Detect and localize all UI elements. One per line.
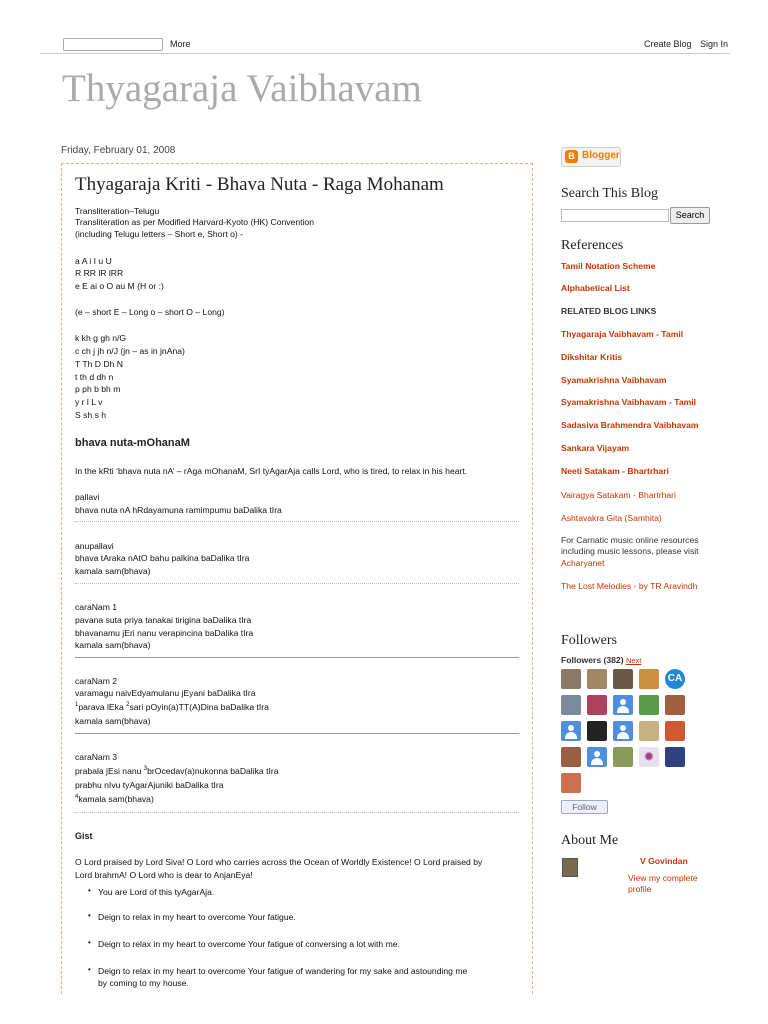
- blog-title[interactable]: Thyagaraja Vaibhavam: [62, 67, 422, 110]
- follower-avatar[interactable]: [561, 747, 581, 767]
- related-link[interactable]: Sadasiva Brahmendra Vaibhavam: [561, 420, 699, 430]
- gist-bullet: Deign to relax in my heart to overcome Your fatigue of wandering for my sake and astounding me: [98, 966, 468, 976]
- caranam2-segment: parava lEka: [78, 702, 127, 712]
- default-avatar-icon[interactable]: [613, 721, 633, 741]
- related-label: RELATED BLOG LINKS: [561, 306, 657, 316]
- default-avatar-icon[interactable]: [561, 721, 581, 741]
- extra-link[interactable]: Ashtavakra Gita (Samhita): [561, 513, 662, 523]
- related-link[interactable]: Sankara Vijayam: [561, 443, 630, 453]
- search-input[interactable]: [561, 209, 669, 222]
- follower-avatar[interactable]: [613, 669, 633, 689]
- caranam2-segment: sari pOyin(a)TT(A)Dina baDalika tIra: [129, 702, 269, 712]
- default-avatar-icon[interactable]: [587, 747, 607, 767]
- followers-count-label: Followers (382): [561, 655, 624, 665]
- pallavi-line: bhava nuta nA hRdayamuna ramimpumu baDalika tIra: [75, 505, 282, 515]
- gist-bullet: You are Lord of this tyAgarAja.: [98, 887, 215, 897]
- caranam3-line: prabhu nIvu tyAgarAjuniki baDalika tIra: [75, 780, 224, 790]
- acharyanet-link[interactable]: Acharyanet: [561, 558, 605, 568]
- caranam1-label: caraNam 1: [75, 602, 118, 612]
- vowel-line: R RR lR lRR: [75, 268, 124, 278]
- references-heading: References: [561, 238, 624, 253]
- gist-bullet: by coming to my house.: [98, 978, 189, 988]
- gist-bullet: Deign to relax in my heart to overcome Your fatigue of conversing a lot with me.: [98, 939, 400, 949]
- navbar-divider: [40, 53, 730, 54]
- follower-avatar[interactable]: [561, 669, 581, 689]
- search-button[interactable]: Search: [670, 207, 710, 224]
- followers-heading: Followers: [561, 633, 617, 648]
- follower-avatar[interactable]: [665, 695, 685, 715]
- pallavi-label: pallavi: [75, 492, 100, 502]
- section-divider: [75, 812, 519, 813]
- anupallavi-label: anupallavi: [75, 541, 114, 551]
- author-name-link[interactable]: V Govindan: [640, 856, 688, 866]
- gist-line: Lord brahmA! O Lord who is dear to AnjanEya!: [75, 870, 253, 880]
- anupallavi-line: bhava tAraka nAtO bahu palkina baDalika tIra: [75, 553, 250, 563]
- related-link[interactable]: Syamakrishna Vaibhavam: [561, 375, 667, 385]
- translit-line: (including Telugu letters – Short e, Short o) -: [75, 229, 243, 239]
- extra-link[interactable]: Vairagya Satakam - Bhartrhari: [561, 490, 676, 500]
- blogger-badge-label: Blogger: [582, 150, 620, 161]
- bullet-icon: •: [88, 911, 91, 920]
- related-link[interactable]: Thyagaraja Vaibhavam - Tamil: [561, 329, 684, 339]
- follow-button[interactable]: Follow: [561, 800, 608, 814]
- footnote-marker: 1: [75, 702, 79, 708]
- caranam2-line: kamala sam(bhava): [75, 716, 151, 726]
- followers-count: [561, 655, 641, 666]
- follower-avatar[interactable]: [665, 721, 685, 741]
- blogger-logo-icon: B: [565, 150, 578, 163]
- footnote-marker: 2: [126, 702, 130, 708]
- translit-line: Transliteration–Telugu: [75, 206, 160, 216]
- lost-melodies-link[interactable]: The Lost Melodies - by TR Aravindh: [561, 581, 698, 591]
- ref-link[interactable]: Alphabetical List: [561, 283, 630, 293]
- follower-avatar[interactable]: [561, 695, 581, 715]
- caranam2-label: caraNam 2: [75, 676, 118, 686]
- consonant-line: k kh g gh n/G: [75, 333, 127, 343]
- bullet-icon: •: [88, 886, 91, 895]
- caranam3-line: [75, 794, 154, 804]
- caranam3-segment: brOcedav(a)nukonna baDalika tIra: [147, 766, 279, 776]
- follower-avatar[interactable]: [587, 669, 607, 689]
- section-divider: [75, 583, 519, 584]
- search-heading: Search This Blog: [561, 186, 658, 201]
- follower-avatar[interactable]: [639, 669, 659, 689]
- bullet-icon: •: [88, 938, 91, 947]
- more-link[interactable]: More: [170, 39, 191, 49]
- caranam2-line: [75, 702, 269, 712]
- consonant-line: S sh s h: [75, 410, 107, 420]
- caranam3-segment: prabala jEsi nanu: [75, 766, 144, 776]
- footnote-marker: 4: [75, 794, 79, 800]
- consonant-line: T Th D Dh N: [75, 359, 123, 369]
- follower-avatar[interactable]: [613, 747, 633, 767]
- caranam3-label: caraNam 3: [75, 752, 118, 762]
- gist-line: O Lord praised by Lord Siva! O Lord who carries across the Ocean of Worldly Existence! O Lord praised by: [75, 857, 483, 867]
- carnatic-note: For Carnatic music online resources: [561, 535, 699, 545]
- vowel-line: e E ai o O au M (H or :): [75, 281, 164, 291]
- section-divider: [75, 733, 519, 734]
- author-avatar[interactable]: [562, 858, 578, 877]
- caranam2-line: varamagu naivEdyamulanu jEyani baDalika tIra: [75, 688, 256, 698]
- followers-next-link[interactable]: Next: [625, 656, 642, 665]
- related-link[interactable]: Dikshitar Kritis: [561, 352, 623, 362]
- profile-link[interactable]: profile: [628, 884, 652, 894]
- follower-avatar[interactable]: [561, 773, 581, 793]
- consonant-line: y r l L v: [75, 397, 103, 407]
- caranam3-segment: kamala sam(bhava): [78, 794, 154, 804]
- kriti-heading: bhava nuta-mOhanaM: [75, 437, 190, 449]
- default-avatar-icon[interactable]: [613, 695, 633, 715]
- profile-link[interactable]: View my complete: [628, 873, 698, 883]
- caranam1-line: bhavanamu jEri nanu verapincina baDalika tIra: [75, 628, 254, 638]
- section-divider: [75, 521, 519, 522]
- follower-avatar[interactable]: [639, 695, 659, 715]
- bullet-icon: •: [88, 965, 91, 974]
- caranam1-line: kamala sam(bhava): [75, 640, 151, 650]
- section-divider: [75, 657, 519, 658]
- consonant-line: p ph b bh m: [75, 384, 121, 394]
- kriti-intro: In the kRti ‘bhava nuta nA’ – rAga mOhanaM, SrI tyAgarAja calls Lord, who is tired, to relax in his heart.: [75, 466, 468, 476]
- vowel-note: (e – short E – Long o – short O – Long): [75, 307, 225, 317]
- consonant-line: c ch j jh n/J (jn – as in jnAna): [75, 346, 185, 356]
- footnote-marker: 3: [143, 766, 148, 772]
- anupallavi-line: kamala sam(bhava): [75, 566, 151, 576]
- gist-bullet: Deign to relax in my heart to overcome Your fatigue.: [98, 912, 296, 922]
- vowel-line: a A i I u U: [75, 256, 112, 266]
- follower-avatar-ca-icon[interactable]: CA: [665, 669, 685, 689]
- post-title[interactable]: Thyagaraja Kriti - Bhava Nuta - Raga Mohanam: [75, 174, 444, 195]
- follower-avatar-atom-icon[interactable]: ✹: [639, 747, 659, 767]
- related-link[interactable]: Neeti Satakam - Bhartrhari: [561, 466, 669, 476]
- ref-link[interactable]: Tamil Notation Scheme: [561, 261, 656, 271]
- related-link[interactable]: Syamakrishna Vaibhavam - Tamil: [561, 397, 697, 407]
- caranam1-line: pavana suta priya tanakai tirigina baDalika tIra: [75, 615, 252, 625]
- create-blog-link[interactable]: Create Blog: [644, 39, 692, 49]
- navbar-search-input[interactable]: [63, 38, 163, 51]
- follower-avatar[interactable]: [587, 695, 607, 715]
- sign-in-link[interactable]: Sign In: [700, 39, 729, 49]
- gist-heading: Gist: [75, 831, 93, 841]
- follower-avatar[interactable]: [639, 721, 659, 741]
- follower-avatar[interactable]: [587, 721, 607, 741]
- about-heading: About Me: [561, 833, 619, 848]
- consonant-line: t th d dh n: [75, 372, 114, 382]
- translit-line: Transliteration as per Modified Harvard-Kyoto (HK) Convention: [75, 217, 314, 227]
- caranam3-line: [75, 766, 279, 776]
- follower-avatar[interactable]: [665, 747, 685, 767]
- carnatic-note: including music lessons, please visit: [561, 546, 699, 556]
- post-date: Friday, February 01, 2008: [61, 145, 176, 156]
